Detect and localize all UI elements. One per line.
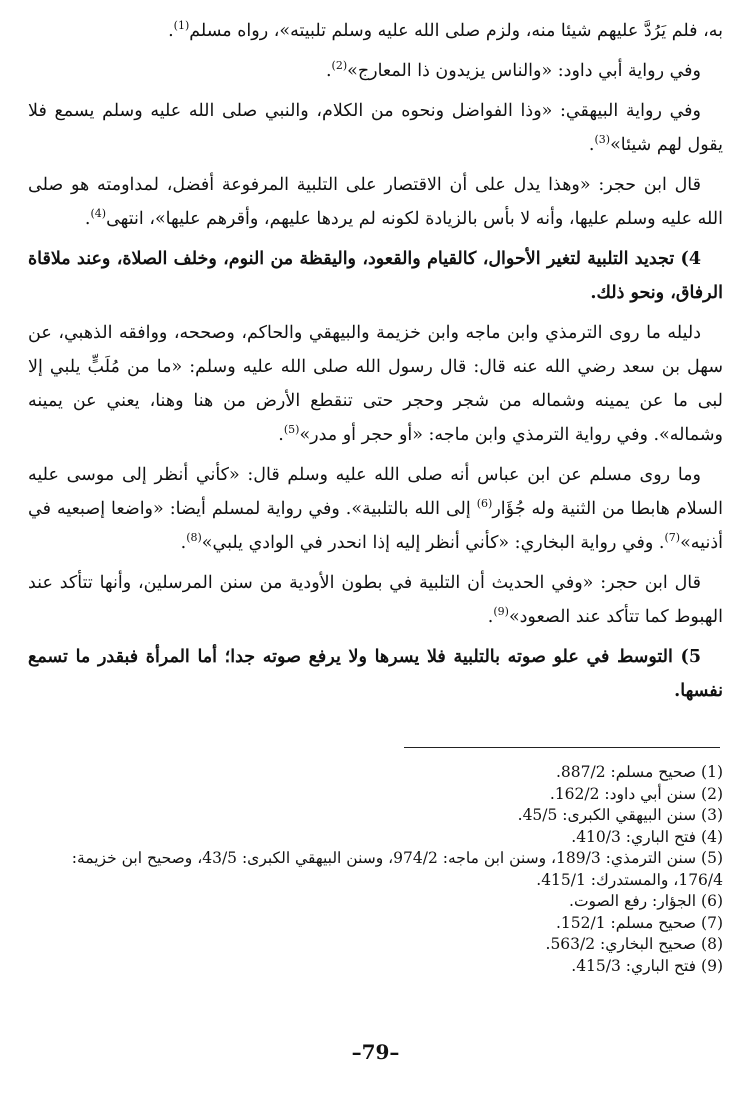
footnote-item: (2) سنن أبي داود: 162/2. [549,784,723,803]
section-heading-5: 5) التوسط في علو صوته بالتلبية فلا يسرها ولا يرفع صوته جدا؛ أما المرأة فبقدر ما تسمع نفسها. [28,647,723,701]
footnote-item: (8) صحيح البخاري: 563/2. [545,935,723,953]
footnote-ref[interactable]: (4) [90,207,107,221]
footnote-ref[interactable]: (5) [283,423,300,437]
footnote-item: (5) سنن الترمذي: 189/3، وسنن ابن ماجه: 974/2، وسنن البيهقي الكبرى: 43/5، وصحيح ابن خزيمة: 176/4، والمستدرك: 415/1. [71,849,723,889]
footnotes [28,762,723,977]
footnote-item: (3) سنن البيهقي الكبرى: 45/5. [517,806,723,824]
page-number: –79– [351,1040,400,1064]
section-heading-4: 4) تجديد التلبية لتغير الأحوال، كالقيام والقعود، واليقظة من النوم، وخلف الصلاة، وعند ملاقاة الرفاق، ونحو ذلك. [28,249,723,303]
footnote-ref[interactable]: (6) [476,497,493,511]
footnote-ref[interactable]: (3) [594,133,611,147]
paragraph-4: قال ابن حجر: «وهذا يدل على أن الاقتصار على التلبية المرفوعة أفضل، لمداومته هو صلى الله عليه وسلم عليها، وأنه لا بأس بالزيادة لكونه لم يردها عليهم، وأقرهم عليها»، انتهى$^{(4)}$. [28,175,723,229]
paragraph-6: وما روى مسلم عن ابن عباس أنه صلى الله عليه وسلم قال: «كأني أنظر إلى موسى عليه السلام هابطا من الثنية وله جُؤَار$^{(6)}$ إلى الله بالتلبية». وفي رواية لمسلم أيضا: «واضعا إصبعيه في أذنيه»$^{(7)}$. وفي رواية البخاري: «كأني أنظر إليه إذا انحدر في الوادي يلبي»$^{(8)}$. [28,465,723,553]
footnote-item: (7) صحيح مسلم: 152/1. [555,913,723,932]
footnote-item: (4) فتح الباري: 410/3. [571,827,723,846]
paragraph-1: به، فلم يَرُدَّ عليهم شيئا منه، ولزم صلى الله عليه وسلم تلبيته»، رواه مسلم$^{(1)}$. [168,19,723,41]
paragraph-7: قال ابن حجر: «وفي الحديث أن التلبية في بطون الأودية من سنن المرسلين، وأنها تتأكد عند الهبوط كما تتأكد عند الصعود»$^{(9)}$. [28,573,723,627]
footnote-ref[interactable]: (2) [331,59,348,73]
main-text [28,14,723,714]
footnote-ref[interactable]: (1) [173,19,190,33]
paragraph-3: وفي رواية البيهقي: «وذا الفواضل ونحوه من الكلام، والنبي صلى الله عليه وسلم يسمع فلا يقول لهم شيئا»$^{(3)}$. [28,101,723,155]
footnote-ref[interactable]: (7) [664,531,681,545]
footnote-item: (1) صحيح مسلم: 887/2. [555,763,723,781]
footnote-divider [404,747,720,748]
footnote-item: (6) الجؤار: رفع الصوت. [569,892,723,910]
paragraph-2: وفي رواية أبي داود: «والناس يزيدون ذا المعارج»$^{(2)}$. [325,59,701,81]
footnote-item: (9) فتح الباري: 415/3. [571,956,723,975]
footnote-ref[interactable]: (9) [493,605,509,619]
footnote-ref[interactable]: (8) [186,531,202,545]
paragraph-5: دليله ما روى الترمذي وابن ماجه وابن خزيمة والبيهقي والحاكم، وصححه، ووافقه الذهبي، عن سهل بن سعد رضي الله عنه قال: قال رسول الله صلى الله عليه وسلم: «ما من مُلَبٍّ يلبي إلا لبى ما عن يمينه وشماله من شجر وحجر حتى تنقطع الأرض من هنا وهنا، يعني عن يمينه وشماله». وفي رواية الترمذي وابن ماجه: «أو حجر أو مدر»$^{(5)}$. [28,323,723,445]
